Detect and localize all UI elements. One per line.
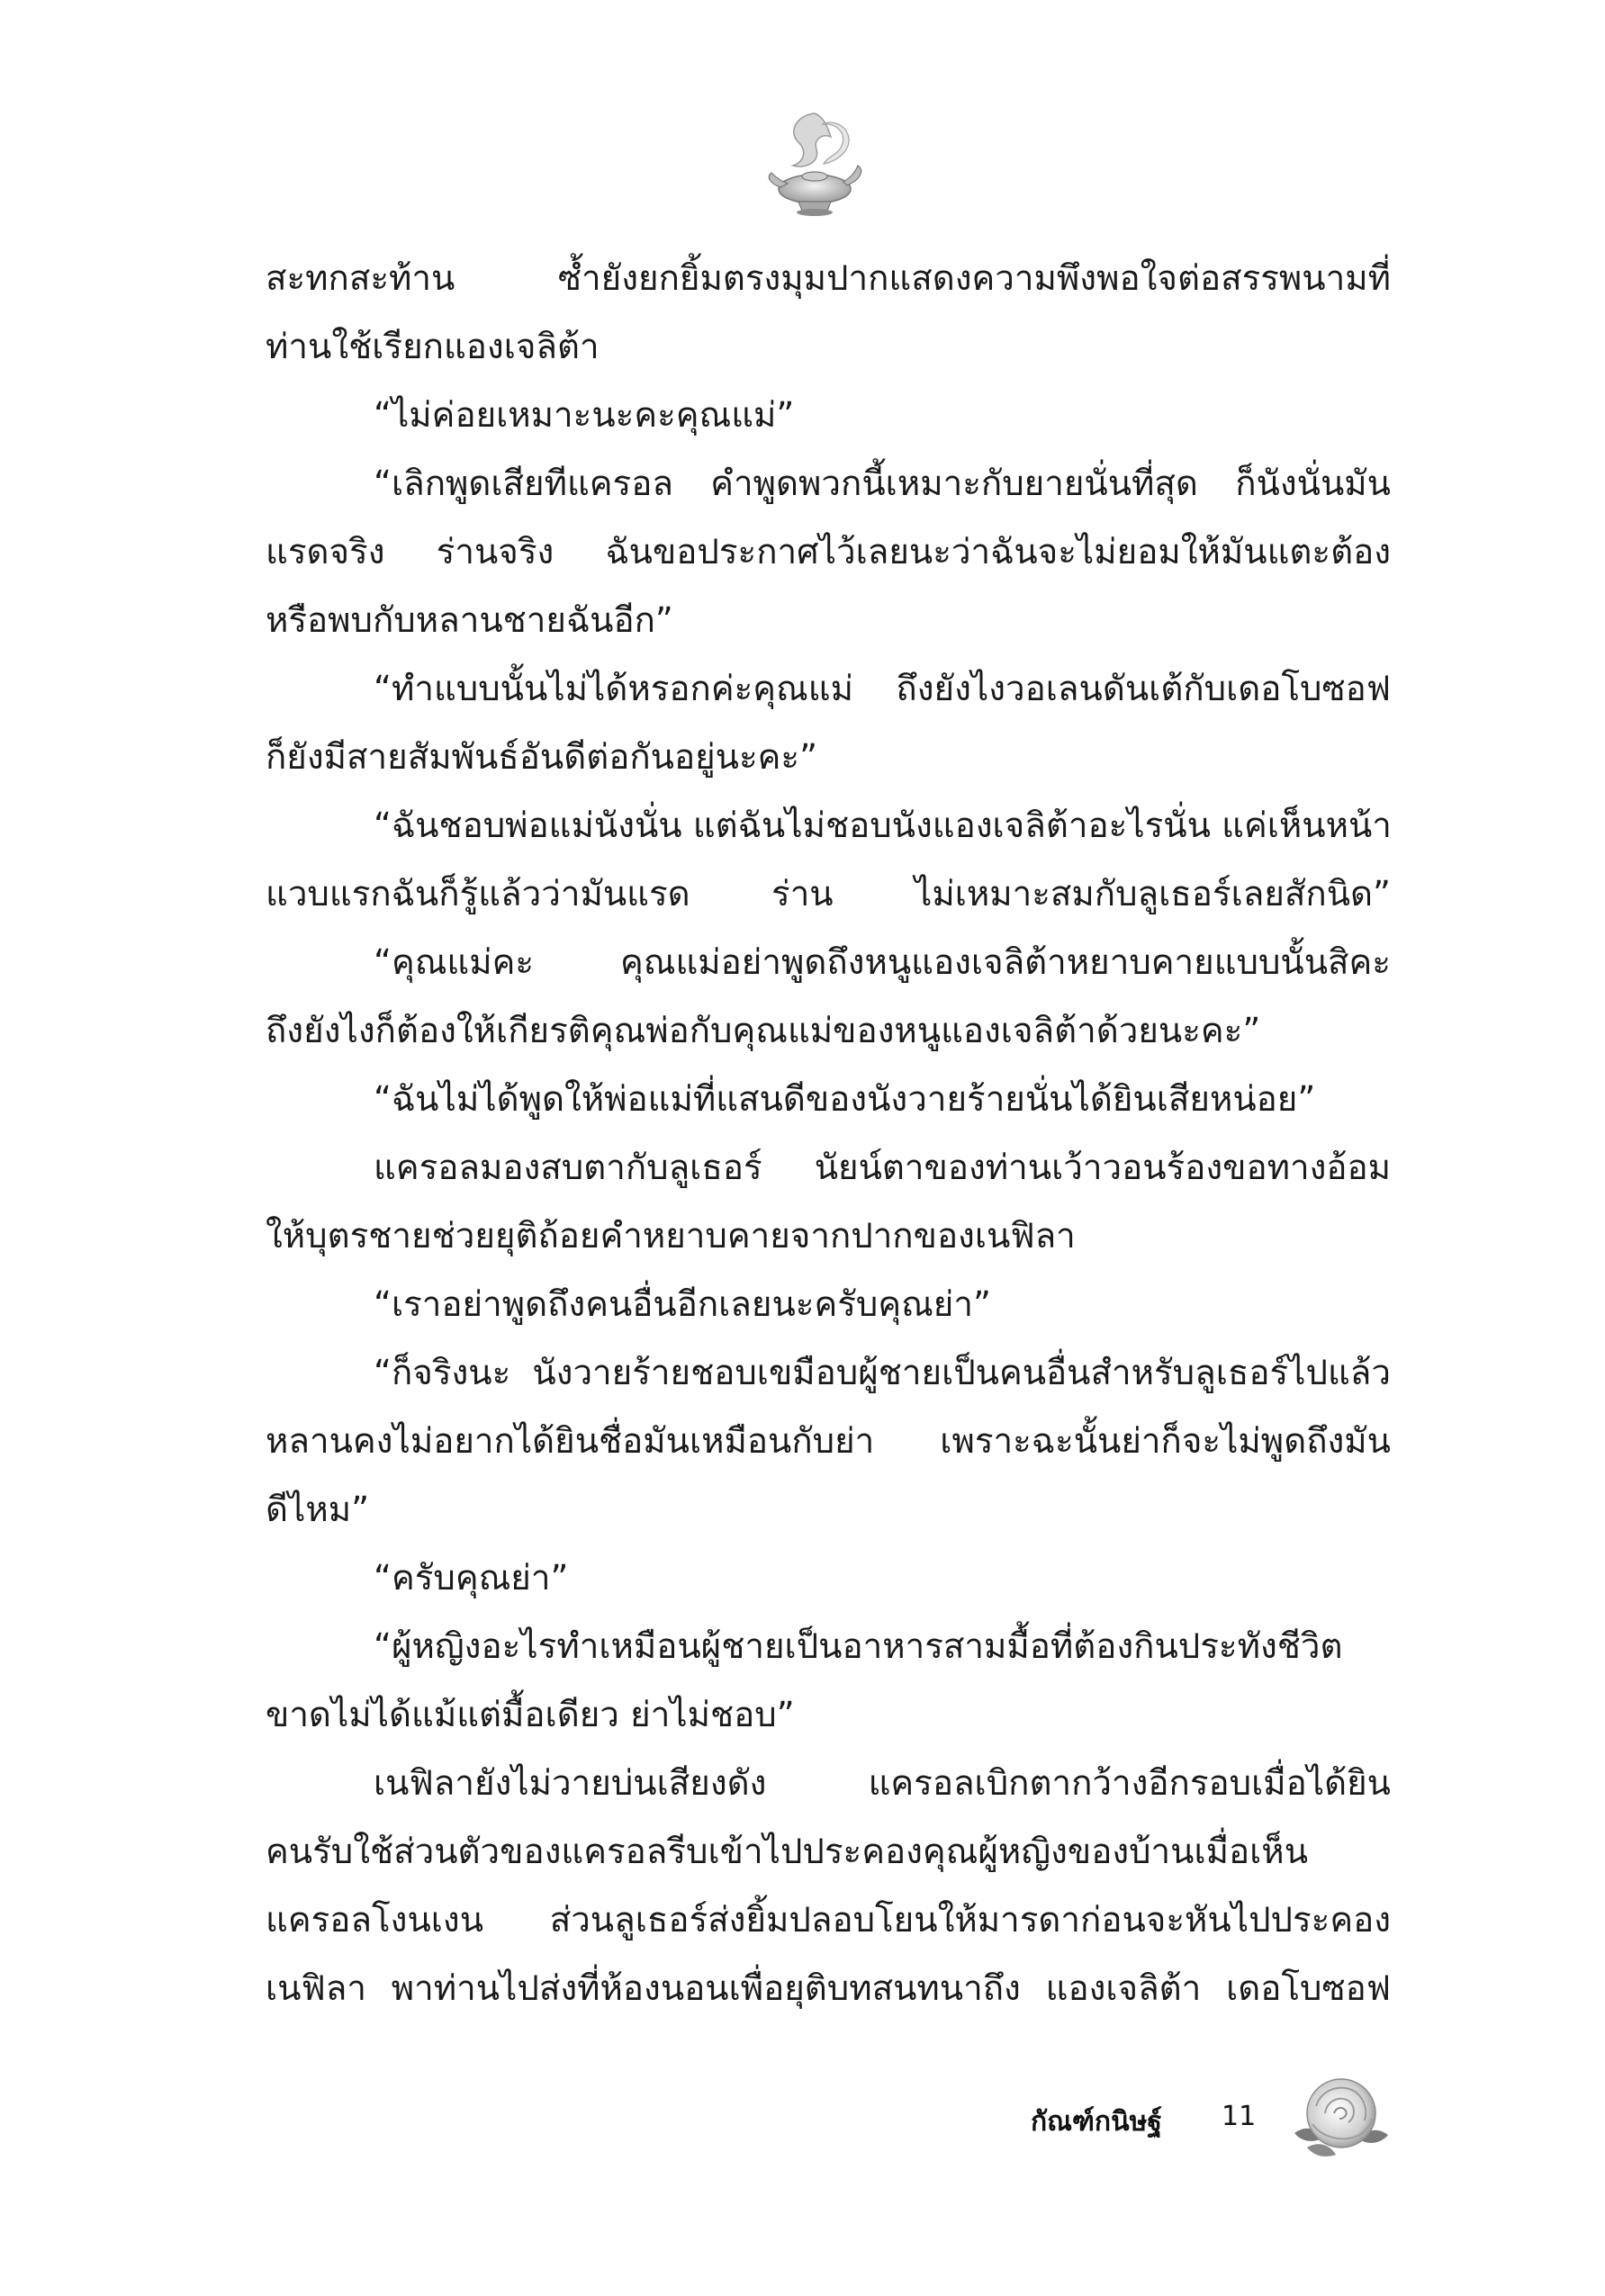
page-number: 11 bbox=[1222, 2101, 1257, 2132]
text-line: “เลิกพูดเสียทีแครอล คำพูดพวกนี้เหมาะกับยายนั่นที่สุด ก็นังนั่นมัน bbox=[374, 464, 1391, 504]
text-line: หลานคงไม่อยากได้ยินชื่อมันเหมือนกับย่า เพราะฉะนั้นย่าก็จะไม่พูดถึงมัน bbox=[266, 1421, 1391, 1462]
text-line: คนรับใช้ส่วนตัวของแครอลรีบเข้าไปประคองคุณผู้หญิงของบ้านเมื่อเห็น bbox=[266, 1832, 1309, 1872]
text-line: ถึงยังไงก็ต้องให้เกียรติคุณพ่อกับคุณแม่ของหนูแองเจลิต้าด้วยนะคะ” bbox=[266, 1011, 1261, 1051]
text-line: ก็ยังมีสายสัมพันธ์อันดีต่อกันอยู่นะคะ” bbox=[266, 737, 818, 778]
text-line: ดีไหม” bbox=[266, 1490, 370, 1530]
text-line: “ฉันไม่ได้พูดให้พ่อแม่ที่แสนดีของนังวายร้ายนั่นได้ยินเสียหน่อย” bbox=[374, 1079, 1316, 1120]
text-line: เนฟิลา พาท่านไปส่งที่ห้องนอนเพื่อยุติบทสนทนาถึง แองเจลิต้า เดอโบซอฟ bbox=[266, 1968, 1391, 2009]
body-text bbox=[266, 245, 1391, 2023]
text-line: ให้บุตรชายช่วยยุติถ้อยคำหยาบคายจากปากของเนฟิลา bbox=[266, 1216, 1076, 1256]
text-line: “ผู้หญิงอะไรทำเหมือนผู้ชายเป็นอาหารสามมื้อที่ต้องกินประทังชีวิต bbox=[374, 1626, 1343, 1667]
text-line: “คุณแม่คะ คุณแม่อย่าพูดถึงหนูแองเจลิต้าหยาบคายแบบนั้นสิคะ bbox=[374, 942, 1391, 983]
author-name: กัณฑ์กนิษฐ์ bbox=[1031, 2106, 1162, 2138]
text-line: “ทำแบบนั้นไม่ได้หรอกค่ะคุณแม่ ถึงยังไงวอเลนดันเต้กับเดอโบซอฟ bbox=[374, 669, 1391, 709]
magic-lamp-icon bbox=[761, 106, 869, 223]
text-line: เนฟิลายังไม่วายบ่นเสียงดัง แครอลเบิกตากว้างอีกรอบเมื่อได้ยิน bbox=[374, 1763, 1391, 1804]
text-line: แครอลมองสบตากับลูเธอร์ นัยน์ตาของท่านเว้าวอนร้องขอทางอ้อม bbox=[374, 1148, 1391, 1188]
text-line: แรดจริง ร่านจริง ฉันขอประกาศไว้เลยนะว่าฉันจะไม่ยอมให้มันแตะต้อง bbox=[266, 532, 1391, 572]
text-line: “ก็จริงนะ นังวายร้ายชอบเขมือบผู้ชายเป็นคนอื่นสำหรับลูเธอร์ไปแล้ว bbox=[374, 1353, 1391, 1393]
text-line: “ฉันชอบพ่อแม่นังนั่น แต่ฉันไม่ชอบนังแองเจลิต้าอะไรนั่น แค่เห็นหน้า bbox=[374, 806, 1392, 846]
text-line: “ครับคุณย่า” bbox=[374, 1558, 569, 1598]
text-line: “เราอย่าพูดถึงคนอื่นอีกเลยนะครับคุณย่า” bbox=[374, 1284, 991, 1325]
text-line: สะทกสะท้าน ซ้ำยังยกยิ้มตรงมุมปากแสดงความพึงพอใจต่อสรรพนามที่ bbox=[266, 258, 1391, 299]
page-footer bbox=[954, 2070, 1404, 2160]
text-line: แวบแรกฉันก็รู้แล้วว่ามันแรด ร่าน ไม่เหมาะสมกับลูเธอร์เลยสักนิด” bbox=[266, 874, 1391, 914]
text-line: ท่านใช้เรียกแองเจลิต้า bbox=[266, 327, 600, 367]
text-line: “ไม่ค่อยเหมาะนะคะคุณแม่” bbox=[374, 395, 795, 436]
text-line: ขาดไม่ได้แม้แต่มื้อเดียว ย่าไม่ชอบ” bbox=[266, 1695, 795, 1735]
text-line: หรือพบกับหลานชายฉันอีก” bbox=[266, 600, 673, 641]
rose-icon bbox=[1289, 2070, 1393, 2160]
text-line: แครอลโงนเงน ส่วนลูเธอร์ส่งยิ้มปลอบโยนให้มารดาก่อนจะหันไปประคอง bbox=[266, 1900, 1391, 1940]
